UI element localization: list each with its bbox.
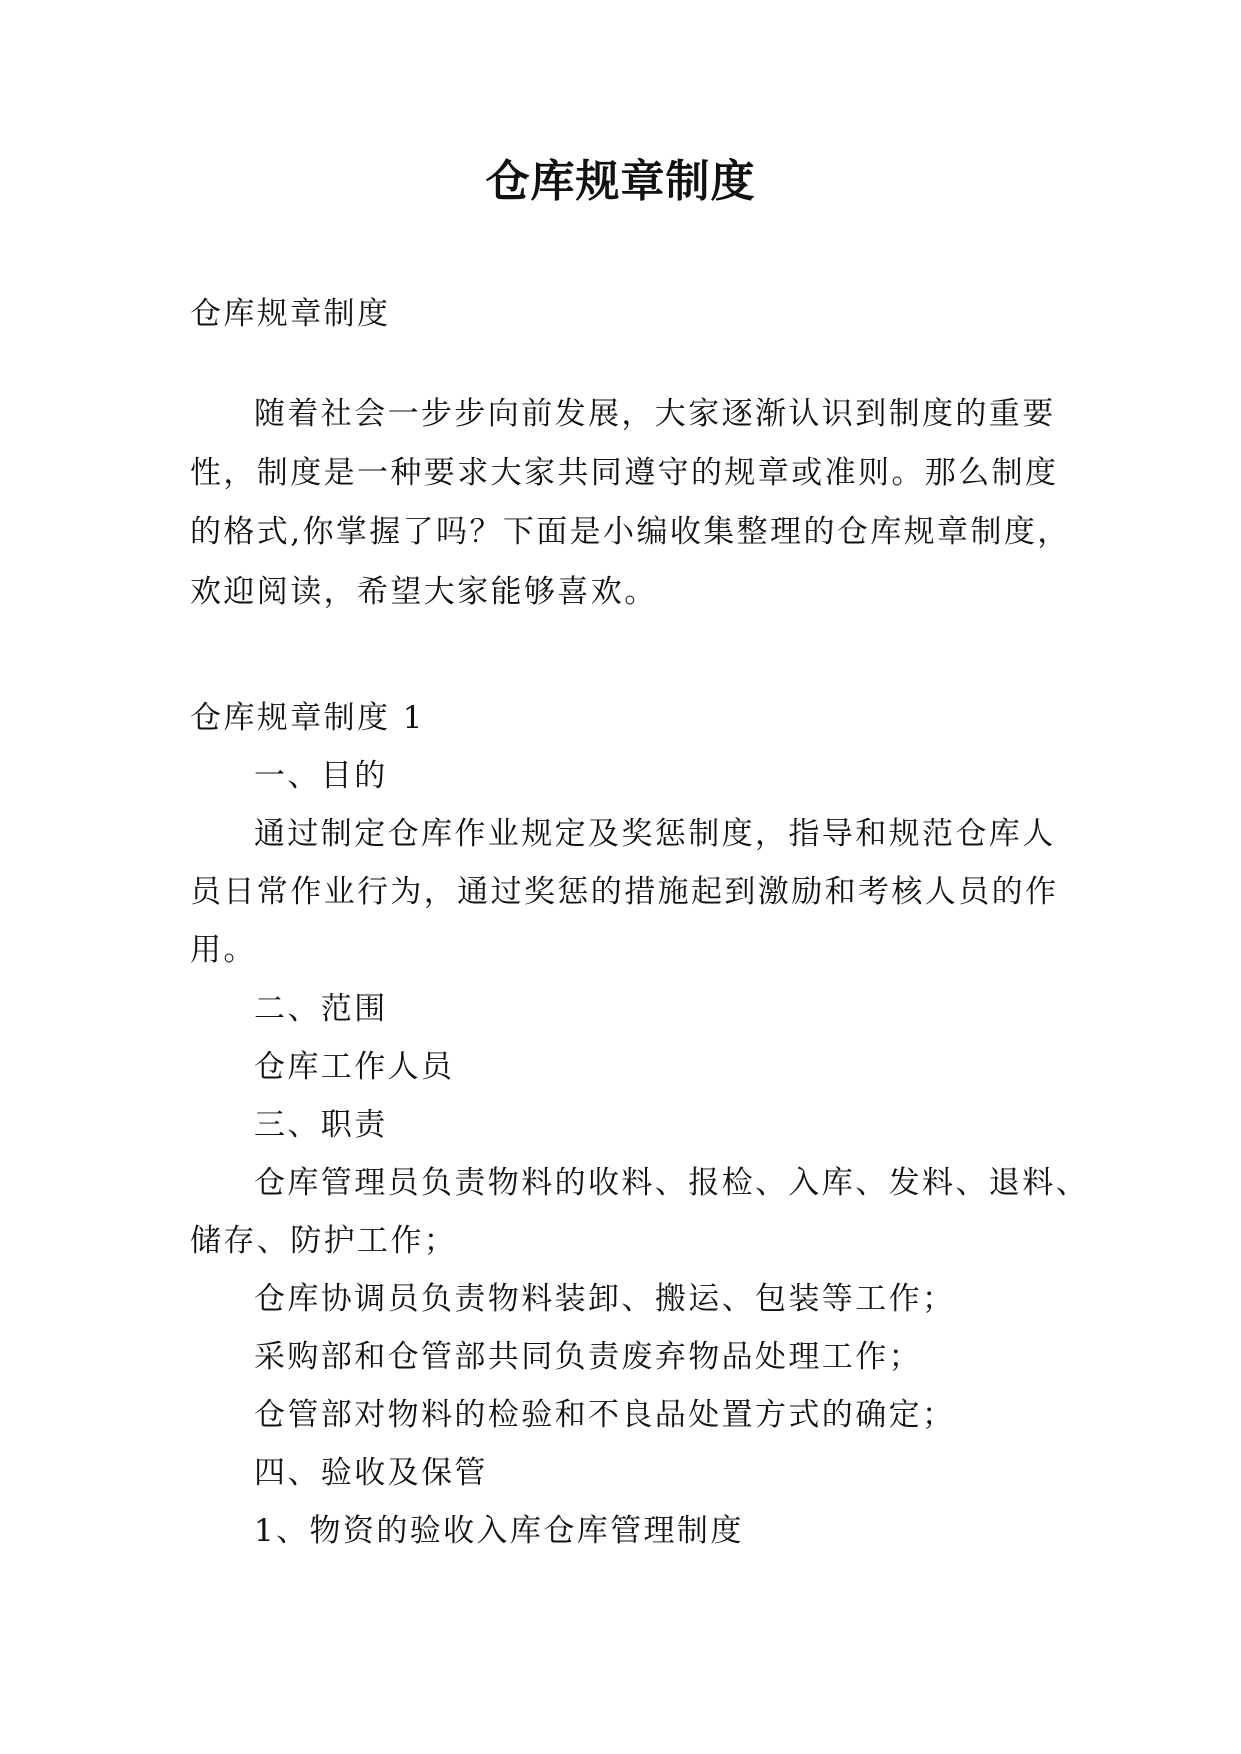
body-line-7: 三、职责	[254, 1107, 388, 1143]
body-line-6: 仓库工作人员	[254, 1049, 455, 1085]
body-line-10: 仓库协调员负责物料装卸、搬运、包装等工作；	[254, 1281, 956, 1317]
section-heading: 仓库规章制度 1	[190, 700, 425, 736]
intro-line-3: 的格式,你掌握了吗？下面是小编收集整理的仓库规章制度，	[190, 514, 1071, 550]
body-line-4: 用。	[190, 932, 257, 968]
body-line-8: 仓库管理员负责物料的收料、报检、入库、发料、退料、	[254, 1165, 1089, 1201]
intro-line-1: 随着社会一步步向前发展，大家逐渐认识到制度的重要	[254, 396, 1056, 432]
body-line-3: 员日常作业行为，通过奖惩的措施起到激励和考核人员的作	[190, 874, 1059, 910]
body-line-11: 采购部和仓管部共同负责废弃物品处理工作；	[254, 1339, 922, 1375]
body-line-1: 一、目的	[254, 758, 388, 794]
body-line-5: 二、范围	[254, 991, 388, 1027]
body-line-2: 通过制定仓库作业规定及奖惩制度，指导和规范仓库人	[254, 816, 1056, 852]
body-line-9: 储存、防护工作；	[190, 1223, 458, 1259]
document-title: 仓库规章制度	[485, 156, 756, 207]
body-line-12: 仓管部对物料的检验和不良品处置方式的确定；	[254, 1397, 956, 1433]
intro-line-2: 性，制度是一种要求大家共同遵守的规章或准则。那么制度	[190, 455, 1059, 491]
document-subtitle: 仓库规章制度	[190, 296, 391, 332]
body-line-14: 1、物资的验收入库仓库管理制度	[254, 1513, 744, 1549]
intro-line-4: 欢迎阅读，希望大家能够喜欢。	[190, 574, 658, 610]
body-line-13: 四、验收及保管	[254, 1455, 488, 1491]
